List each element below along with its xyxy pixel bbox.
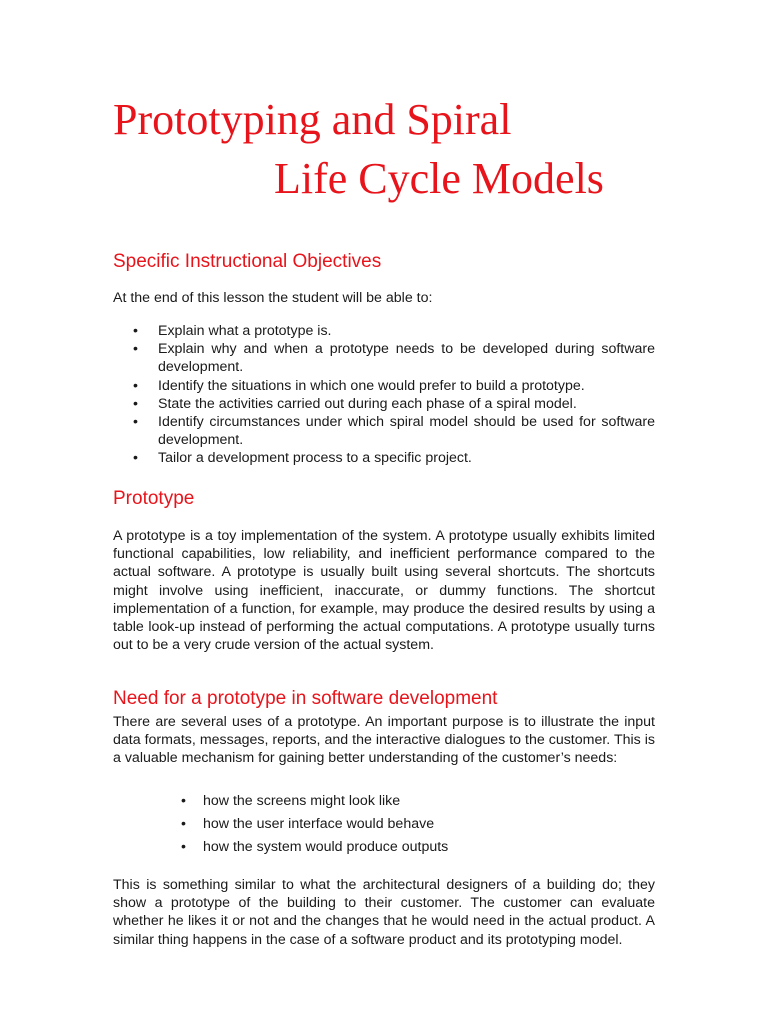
prototype-body: A prototype is a toy implementation of the system. A prototype usually exhibits limited functional capabilities, low reliability, and inefficient performance compared to the actual software. A prototype is usually built using several shortcuts. The shortcuts might involve using inefficient, inaccurate, or dummy functions. The shortcut implementation of a function, for example, may produce the desired results by using a table look-up instead of performing the actual computations. A prototype usually turns out to be a very crude version of the actual system. — [113, 528, 655, 654]
objectives-heading: Specific Instructional Objectives — [113, 251, 382, 272]
list-item — [133, 449, 655, 467]
need-body: There are several uses of a prototype. An important purpose is to illustrate the input data formats, messages, reports, and the interactive dialogues to the customer. This is a valuable mechanism for gaining better understanding of the customer’s needs: — [113, 714, 655, 767]
need-closing: This is something similar to what the architectural designers of a building do; they show a prototype of the building to their customer. The customer can evaluate whether he likes it or not and the changes that he would need in the actual product. A similar thing happens in the case of a software product and its prototyping model. — [113, 877, 655, 948]
prototype-heading: Prototype — [113, 488, 195, 509]
bullet-icon: • — [133, 377, 138, 394]
bullet-icon: • — [181, 793, 186, 809]
page-title-line-1: Prototyping and Spiral — [113, 95, 512, 144]
page-title-line-2: Life Cycle Models — [274, 154, 604, 203]
bullet-icon: • — [181, 839, 186, 855]
list-item — [133, 395, 655, 413]
bullet-icon: • — [133, 341, 138, 358]
objectives-list — [133, 322, 655, 468]
list-item-text: how the user interface would behave — [203, 816, 435, 832]
list-item — [133, 322, 655, 340]
bullet-icon: • — [133, 323, 138, 339]
objectives-intro: At the end of this lesson the student will be able to: — [113, 290, 433, 306]
bullet-icon: • — [133, 450, 138, 467]
list-item — [133, 413, 655, 449]
list-item — [181, 815, 603, 838]
bullet-icon: • — [133, 414, 138, 431]
needs-list — [181, 792, 603, 861]
list-item-text: Identify the situations in which one would prefer to build a prototype. — [158, 377, 585, 394]
list-item-text: Identify circumstances under which spiral model should be used for software development. — [158, 414, 655, 449]
bullet-icon: • — [181, 816, 186, 832]
list-item-text: Tailor a development process to a specific project. — [158, 450, 472, 467]
list-item — [133, 377, 655, 395]
list-item — [133, 340, 655, 376]
list-item — [181, 792, 603, 815]
list-item-text: how the system would produce outputs — [203, 839, 449, 855]
list-item-text: State the activities carried out during each phase of a spiral model. — [158, 395, 577, 412]
need-heading: Need for a prototype in software development — [113, 688, 498, 709]
bullet-icon: • — [133, 395, 138, 412]
list-item-text: Explain what a prototype is. — [158, 323, 332, 339]
list-item-text: Explain why and when a prototype needs to be developed during software development. — [158, 341, 655, 376]
list-item-text: how the screens might look like — [203, 793, 401, 809]
list-item — [181, 838, 603, 861]
